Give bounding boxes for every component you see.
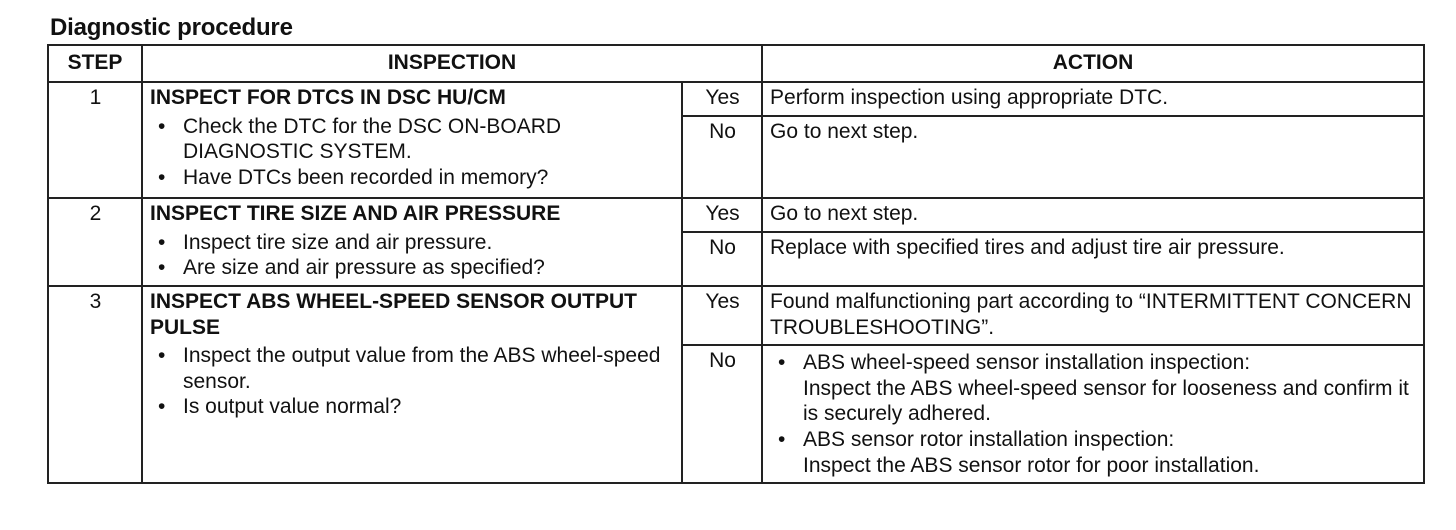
- inspection-cell: [142, 286, 682, 483]
- yes-action: Go to next step.: [762, 198, 1424, 232]
- table-row: [48, 82, 1424, 116]
- inspection-list: [150, 230, 675, 281]
- inspection-list: [150, 114, 675, 191]
- list-item: [803, 350, 1417, 427]
- list-item: • Inspect tire size and air pressure.: [183, 230, 675, 256]
- list-item: • Is output value normal?: [183, 394, 675, 420]
- yes-label: Yes: [682, 286, 762, 345]
- step-number: 2: [48, 198, 142, 286]
- step-number: 3: [48, 286, 142, 483]
- no-label: No: [682, 345, 762, 483]
- no-label: No: [682, 232, 762, 286]
- action-item-detail: Inspect the ABS wheel-speed sensor for looseness and confirm it is securely adhered.: [803, 376, 1409, 426]
- header-row: [48, 45, 1424, 82]
- action-item-title: • ABS wheel-speed sensor installation inspection:: [803, 351, 1251, 375]
- table-row: [48, 198, 1424, 232]
- no-action: Replace with specified tires and adjust tire air pressure.: [762, 232, 1424, 286]
- inspection-cell: [142, 198, 682, 286]
- yes-label: Yes: [682, 198, 762, 232]
- header-action: ACTION: [762, 45, 1424, 82]
- list-item: [803, 427, 1417, 478]
- inspection-heading: INSPECT FOR DTCS IN DSC HU/CM: [150, 86, 506, 109]
- inspection-cell: [142, 82, 682, 198]
- list-item: • Inspect the output value from the ABS wheel-speed sensor.: [183, 343, 675, 394]
- diagnostic-table: [47, 44, 1425, 484]
- header-inspection: INSPECTION: [142, 45, 762, 82]
- header-step: STEP: [48, 45, 142, 82]
- action-item-title: • ABS sensor rotor installation inspection:: [803, 428, 1175, 452]
- table-row: [48, 286, 1424, 345]
- list-item: • Check the DTC for the DSC ON-BOARD DIAGNOSTIC SYSTEM.: [183, 114, 675, 165]
- list-item: • Have DTCs been recorded in memory?: [183, 165, 675, 191]
- inspection-list: [150, 343, 675, 420]
- inspection-heading: INSPECT TIRE SIZE AND AIR PRESSURE: [150, 202, 561, 225]
- page-title: Diagnostic procedure: [50, 14, 293, 41]
- no-action-list: [770, 350, 1417, 478]
- no-label: No: [682, 116, 762, 198]
- action-item-detail: Inspect the ABS sensor rotor for poor installation.: [803, 453, 1260, 477]
- no-action-cell: [762, 345, 1424, 483]
- yes-action: Found malfunctioning part according to “INTERMITTENT CONCERN TROUBLESHOOTING”.: [762, 286, 1424, 345]
- list-item: • Are size and air pressure as specified?: [183, 255, 675, 281]
- yes-label: Yes: [682, 82, 762, 116]
- inspection-heading: INSPECT ABS WHEEL-SPEED SENSOR OUTPUT PULSE: [150, 290, 637, 339]
- yes-action: Perform inspection using appropriate DTC.: [762, 82, 1424, 116]
- step-number: 1: [48, 82, 142, 198]
- no-action: Go to next step.: [762, 116, 1424, 198]
